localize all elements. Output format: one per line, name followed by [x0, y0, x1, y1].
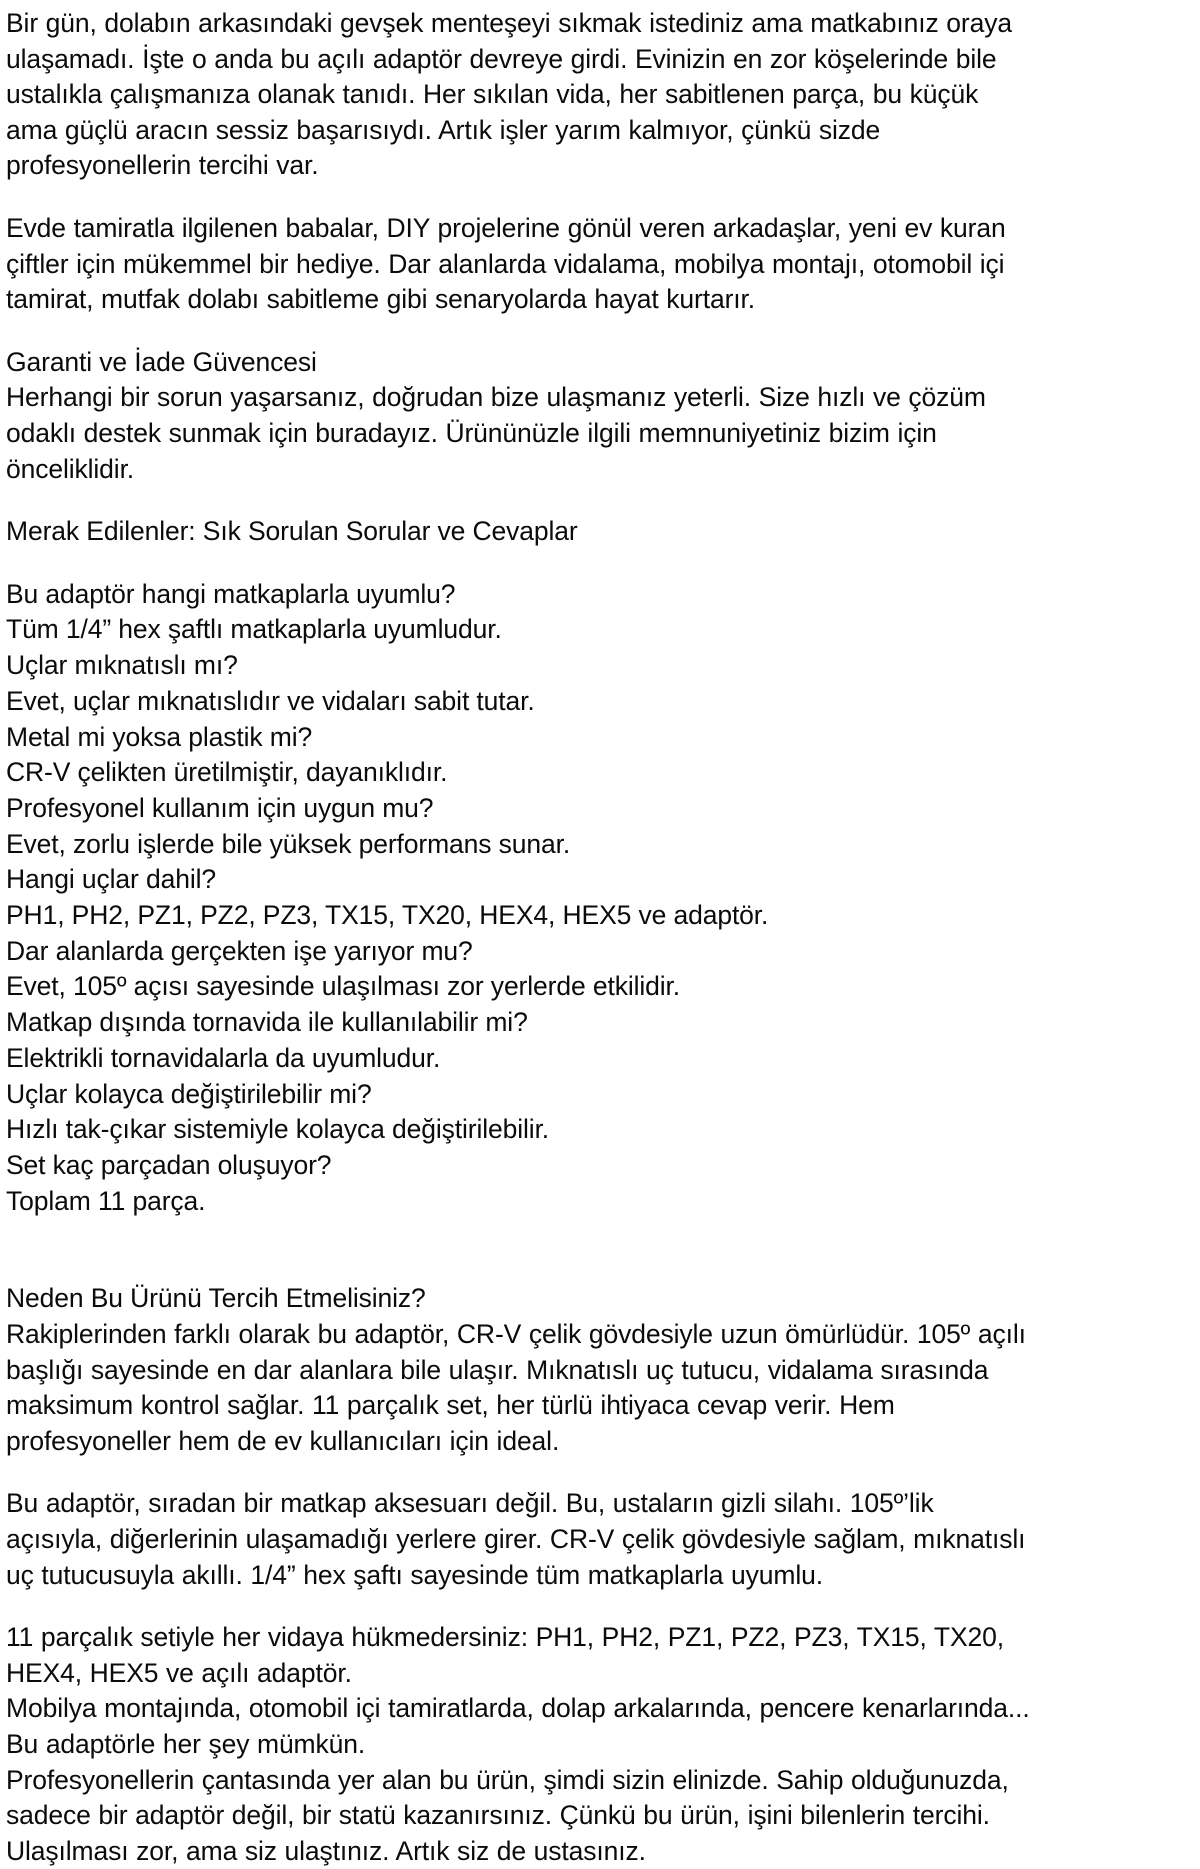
audience-paragraph: Evde tamiratla ilgilenen babalar, DIY projelerine gönül veren arkadaşlar, yeni ev kuran çiftler için mükemmel bir hediye. Dar alanlarda vidalama, mobilya montajı, otomobil içi tamirat, mutfak dolabı sabitleme gibi senaryolarda hayat kurtarır. — [6, 212, 1006, 315]
faq-question: Bu adaptör hangi matkaplarla uyumlu? — [6, 578, 456, 609]
warranty-section — [6, 345, 1030, 487]
faq-question: Dar alanlarda gerçekten işe yarıyor mu? — [6, 935, 473, 966]
why-choose-heading: Neden Bu Ürünü Tercih Etmelisiniz? — [6, 1283, 426, 1314]
faq-answer: Tüm 1/4” hex şaftlı matkaplarla uyumludur. — [6, 614, 502, 645]
faq-question: Uçlar kolayca değiştirilebilir mi? — [6, 1078, 372, 1109]
faq-answer: CR-V çelikten üretilmiştir, dayanıklıdır. — [6, 757, 448, 788]
closing-paragraph-2: 11 parçalık setiyle her vidaya hükmedersiniz: PH1, PH2, PZ1, PZ2, PZ3, TX15, TX20, HEX4, HEX5 ve açılı adaptör. — [6, 1622, 1005, 1688]
faq-question: Set kaç parçadan oluşuyor? — [6, 1149, 332, 1180]
faq-question: Metal mi yoksa plastik mi? — [6, 721, 313, 752]
faq-answer: Hızlı tak-çıkar sistemiyle kolayca değiştirilebilir. — [6, 1114, 550, 1145]
intro-paragraph: Bir gün, dolabın arkasındaki gevşek menteşeyi sıkmak istediniz ama matkabınız oraya ulaşamadı. İşte o anda bu açılı adaptör devreye girdi. Evinizin en zor köşelerinde bile ustalıkla çalışmanıza olanak tanıdı. Her sıkılan vida, her sabitlenen parça, bu küçük ama güçlü aracın sessiz başarısıydı. Artık işler yarım kalmıyor, çünkü sizde profesyonellerin tercihi var. — [6, 8, 1012, 181]
warranty-heading: Garanti ve İade Güvencesi — [6, 346, 317, 377]
closing-paragraph-5: Ulaşılması zor, ama siz ulaştınız. Artık siz de ustasınız. — [6, 1835, 646, 1866]
faq-heading: Merak Edilenler: Sık Sorulan Sorular ve Cevaplar — [6, 516, 578, 547]
faq-answer: Evet, uçlar mıknatıslıdır ve vidaları sabit tutar. — [6, 685, 535, 716]
why-choose-body: Rakiplerinden farklı olarak bu adaptör, CR-V çelik gövdesiyle uzun ömürlüdür. 105º açılı başlığı sayesinde en dar alanlara bile ulaşır. Mıknatıslı uç tutucu, vidalama sırasında maksimum kontrol sağlar. 11 parçalık set, her türlü ihtiyaca cevap verir. Hem profesyoneller hem de ev kullanıcıları için ideal. — [6, 1318, 1026, 1456]
closing-paragraph-4: Profesyonellerin çantasında yer alan bu ürün, şimdi sizin elinizde. Sahip olduğunuzda, sadece bir adaptör değil, bir statü kazanırsınız. Çünkü bu ürün, işini bilenlerin tercihi. — [6, 1764, 1009, 1831]
faq-question: Hangi uçlar dahil? — [6, 864, 216, 895]
faq-list — [6, 577, 1030, 1220]
faq-section — [6, 514, 1030, 1219]
faq-question: Matkap dışında tornavida ile kullanılabilir mi? — [6, 1007, 528, 1038]
closing-paragraph-1: Bu adaptör, sıradan bir matkap aksesuarı değil. Bu, ustaların gizli silahı. 105º’lik açısıyla, diğerlerinin ulaşamadığı yerlere girer. CR-V çelik gövdesiyle sağlam, mıknatıslı uç tutucusuyla akıllı. 1/4” hex şaftı sayesinde tüm matkaplarla uyumlu. — [6, 1488, 1026, 1590]
closing-paragraph-3: Mobilya montajında, otomobil içi tamiratlarda, dolap arkalarında, pencere kenarlarında... Bu adaptörle her şey mümkün. — [6, 1693, 1030, 1759]
faq-question: Profesyonel kullanım için uygun mu? — [6, 792, 434, 823]
faq-answer: Toplam 11 parça. — [6, 1185, 206, 1216]
faq-question: Uçlar mıknatıslı mı? — [6, 650, 238, 681]
faq-answer: Evet, zorlu işlerde bile yüksek performans sunar. — [6, 828, 571, 859]
faq-heading-spacer — [6, 550, 1030, 577]
section-spacer — [6, 1219, 1030, 1281]
faq-answer: PH1, PH2, PZ1, PZ2, PZ3, TX15, TX20, HEX4, HEX5 ve adaptör. — [6, 900, 769, 931]
closing-section — [6, 1486, 1030, 1869]
warranty-body: Herhangi bir sorun yaşarsanız, doğrudan bize ulaşmanız yeterli. Size hızlı ve çözüm odaklı destek sunmak için buradayız. Ürününüzle ilgili memnuniyetiniz bizim için önceliklidir. — [6, 382, 986, 484]
why-choose-section — [6, 1281, 1030, 1459]
faq-answer: Elektrikli tornavidalarla da uyumludur. — [6, 1042, 441, 1073]
faq-answer: Evet, 105º açısı sayesinde ulaşılması zor yerlerde etkilidir. — [6, 971, 680, 1002]
